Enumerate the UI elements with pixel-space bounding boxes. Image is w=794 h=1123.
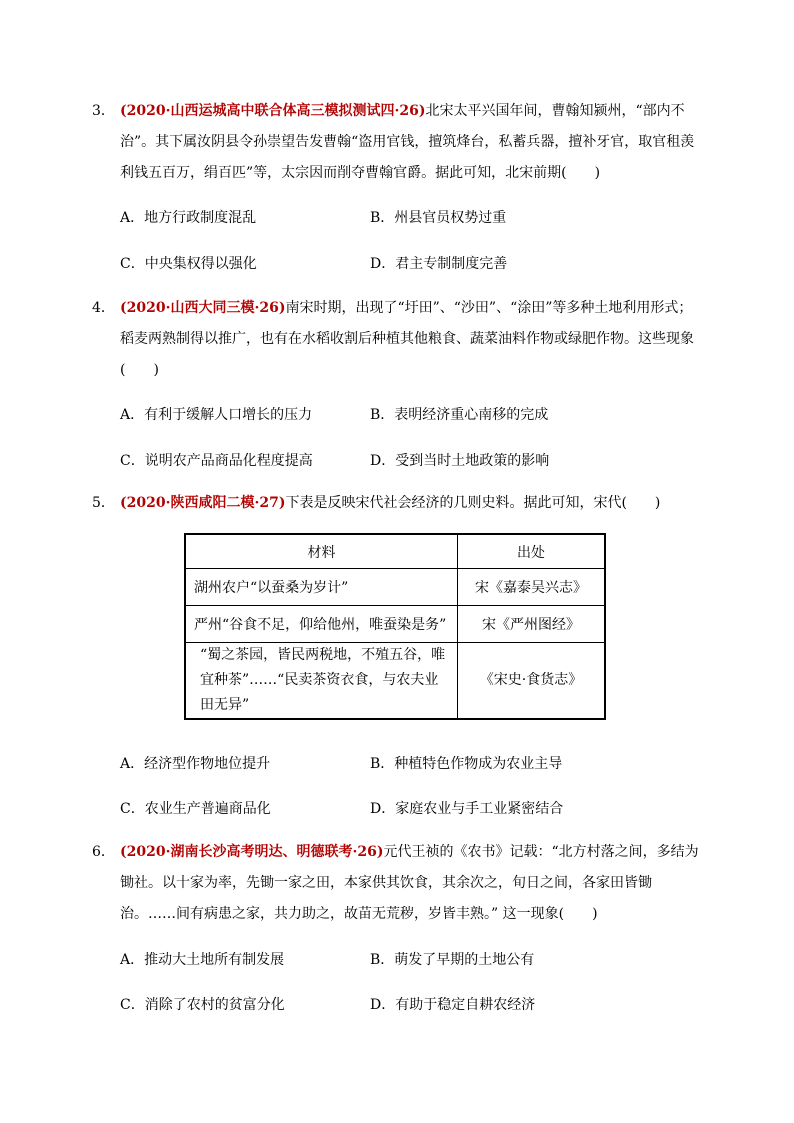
question-text: 南宋时期，出现了“圩田”、“沙田”、“涂田”等多种土地利用形式；稻麦两熟制得以推广，也有在水稻收割后种植其他粮食、蔬菜油料作物或绿肥作物。这些现象( ) (120, 300, 694, 378)
option-b[interactable]: B．萌发了早期的土地公有 (370, 952, 535, 968)
table-cell: 宋《严州图经》 (458, 606, 606, 643)
option-d[interactable]: D．有助于稳定自耕农经济 (370, 997, 536, 1013)
question-text: 下表是反映宋代社会经济的几则史料。据此可知，宋代( ) (285, 495, 661, 511)
question-number: 4． (92, 300, 115, 316)
question-3-stem (92, 96, 700, 189)
option-b[interactable]: B．种植特色作物成为农业主导 (370, 756, 563, 772)
table-row (185, 606, 605, 643)
option-c[interactable]: C．说明农产品商品化程度提高 (120, 453, 313, 469)
question-number: 3． (92, 103, 115, 119)
option-a[interactable]: A．地方行政制度混乱 (120, 210, 257, 226)
question-source: (2020·湖南长沙高考明达、明德联考·26) (120, 844, 384, 860)
question-number: 5． (92, 495, 115, 511)
option-a[interactable]: A．经济型作物地位提升 (120, 756, 271, 772)
option-d[interactable]: D．家庭农业与手工业紧密结合 (370, 801, 564, 817)
table-cell: “蜀之茶园，皆民两税地，不殖五谷，唯宜种茶”……“民卖茶资衣食，与农夫业田无异” (185, 643, 458, 720)
table-cell: 湖州农户“以蚕桑为岁计” (185, 569, 458, 606)
option-a[interactable]: A．有利于缓解人口增长的压力 (120, 407, 313, 423)
question-5-stem (92, 488, 700, 519)
table-cell: 宋《嘉泰吴兴志》 (458, 569, 606, 606)
option-c[interactable]: C．农业生产普遍商品化 (120, 801, 271, 817)
table-cell: 《宋史·食货志》 (458, 643, 606, 720)
question-text: 北宋太平兴国年间，曹翰知颍州，“部内不治”。其下属汝阴县令孙崇望告发曹翰“盗用官钱，擅筑烽台，私蓄兵器，擅补牙官，取官租羡利钱五百万，绢百匹”等，太宗因而削夺曹翰官爵。据此可知，北宋前期( ) (120, 103, 695, 181)
question-6-stem (92, 837, 700, 930)
option-c[interactable]: C．中央集权得以强化 (120, 256, 257, 272)
option-d[interactable]: D．君主专制制度完善 (370, 256, 508, 272)
table-header-row (185, 534, 605, 569)
table-row (185, 569, 605, 606)
table-row (185, 643, 605, 720)
question-4-stem (92, 293, 700, 386)
question-source: (2020·山西大同三模·26) (120, 300, 286, 316)
question-source: (2020·陕西咸阳二模·27) (120, 495, 286, 511)
option-b[interactable]: B．州县官员权势过重 (370, 210, 507, 226)
table-cell: 严州“谷食不足，仰给他州，唯蚕染是务” (185, 606, 458, 643)
table-header: 材料 (185, 534, 458, 569)
question-number: 6． (92, 844, 115, 860)
question-source: (2020·山西运城高中联合体高三模拟测试四·26) (120, 103, 426, 119)
question-text: 元代王祯的《农书》记载：“北方村落之间，多结为锄社。以十家为率，先锄一家之田，本家供其饮食，其余次之，旬日之间，各家田皆锄治。……间有病患之家，共力助之，故苗无荒秽，岁皆丰熟。” 这一现象( ) (120, 844, 699, 922)
option-b[interactable]: B．表明经济重心南移的完成 (370, 407, 549, 423)
option-a[interactable]: A．推动大土地所有制发展 (120, 952, 285, 968)
option-c[interactable]: C．消除了农村的贫富分化 (120, 997, 285, 1013)
table-header: 出处 (458, 534, 606, 569)
source-table (184, 533, 606, 720)
option-d[interactable]: D．受到当时土地政策的影响 (370, 453, 550, 469)
